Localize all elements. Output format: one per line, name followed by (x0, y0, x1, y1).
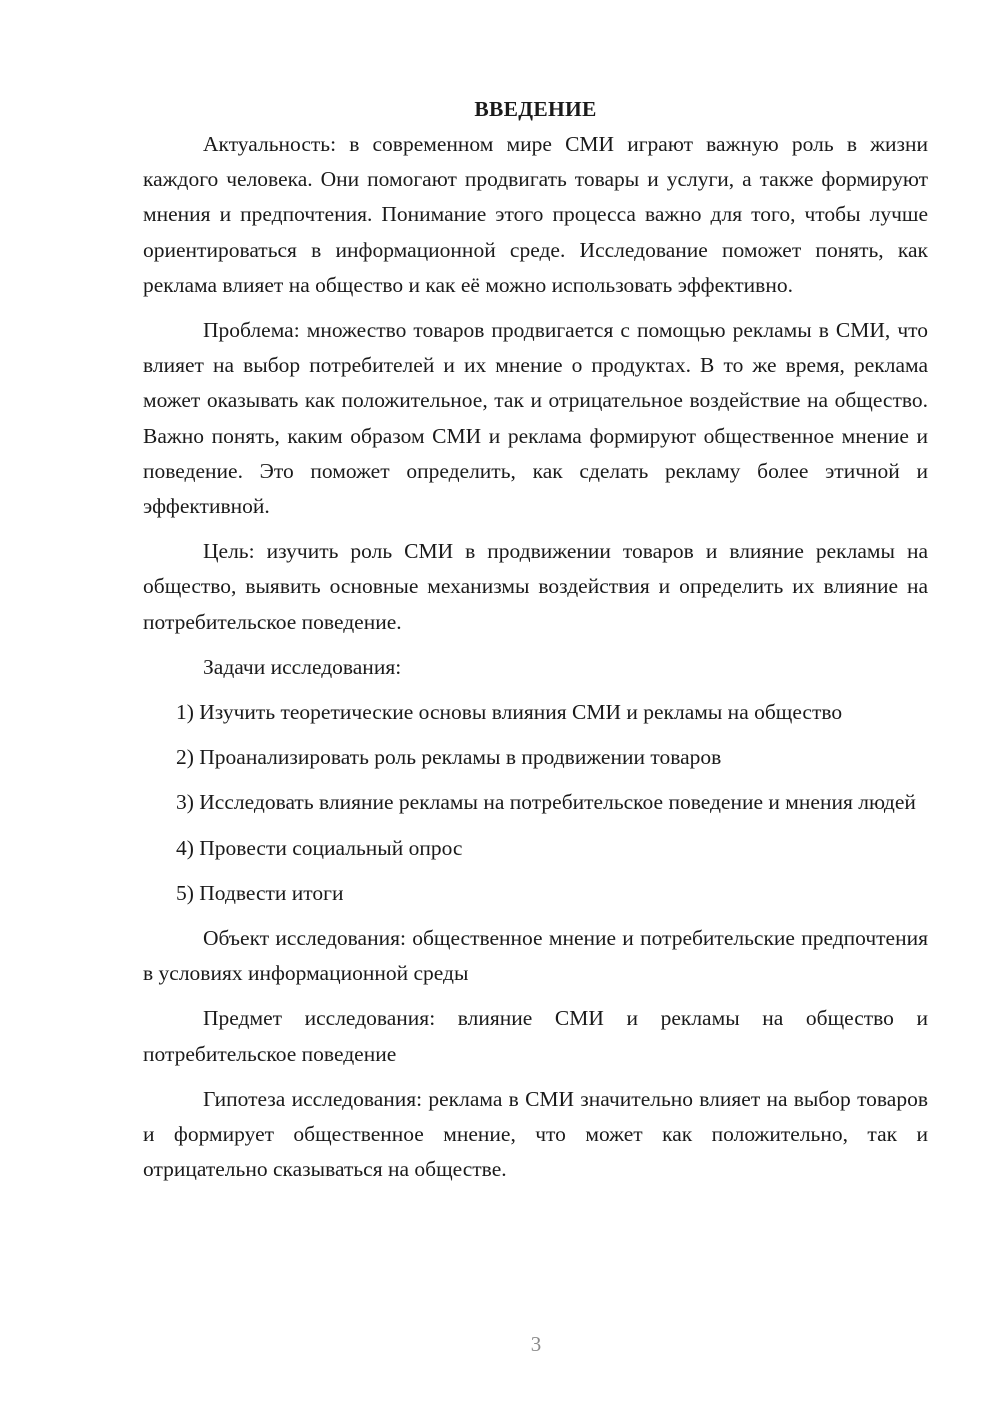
task-item-3: 3) Исследовать влияние рекламы на потребительское поведение и мнения людей (176, 790, 916, 815)
paragraph-subject: Предмет исследования: влияние СМИ и рекламы на общество и потребительское поведение (143, 1006, 928, 1066)
paragraph-hypothesis: Гипотеза исследования: реклама в СМИ значительно влияет на выбор товаров и формирует общественное мнение, что может как положительно, так и отрицательно сказываться на обществе. (143, 1086, 928, 1182)
paragraph-tasks-heading: Задачи исследования: (203, 654, 402, 679)
paragraph-object: Объект исследования: общественное мнение и потребительские предпочтения в условиях информационной среды (143, 926, 928, 986)
task-item-5: 5) Подвести итоги (176, 880, 344, 905)
paragraph-relevance: Актуальность: в современном мире СМИ играют важную роль в жизни каждого человека. Они помогают продвигать товары и услуги, а также формируют мнения и предпочтения. Понимание этого процесса важно для того, чтобы лучше ориентироваться в информационной среде. Исследование поможет понять, как реклама влияет на общество и как её можно использовать эффективно. (143, 132, 928, 297)
paragraph-goal: Цель: изучить роль СМИ в продвижении товаров и влияние рекламы на общество, выявить основные механизмы воздействия и определить их влияние на потребительское поведение. (143, 539, 928, 634)
task-item-2: 2) Проанализировать роль рекламы в продвижении товаров (176, 745, 722, 770)
page-title: ВВЕДЕНИЕ (474, 97, 597, 121)
task-item-4: 4) Провести социальный опрос (176, 835, 463, 860)
paragraph-problem: Проблема: множество товаров продвигается с помощью рекламы в СМИ, что влияет на выбор потребителей и их мнение о продуктах. В то же время, реклама может оказывать как положительное, так и отрицательное воздействие на общество. Важно понять, каким образом СМИ и реклама формируют общественное мнение и поведение. Это поможет определить, как сделать рекламу более этичной и эффективной. (143, 318, 928, 519)
page-number: 3 (530, 1332, 542, 1356)
task-item-1: 1) Изучить теоретические основы влияния СМИ и рекламы на общество (176, 700, 843, 725)
document-body (143, 92, 928, 1197)
